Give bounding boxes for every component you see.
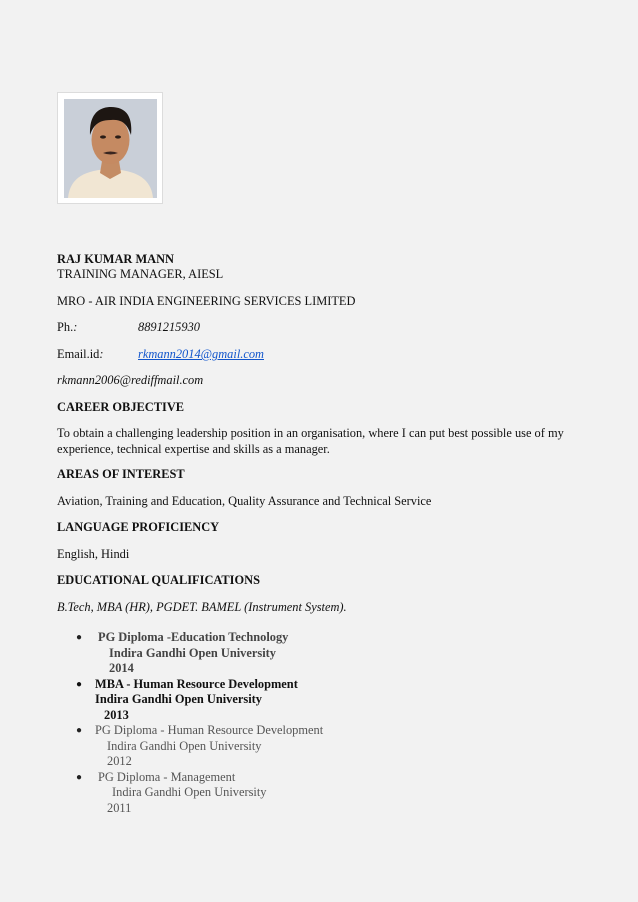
year: 2014 — [109, 661, 134, 675]
bullet-icon: ● — [76, 771, 83, 783]
university: Indira Gandhi Open University — [95, 692, 262, 706]
bullet-icon: ● — [76, 725, 83, 736]
email-label-colon: : — [99, 347, 104, 361]
career-objective-text-line-1: To obtain a challenging leadership position in an organisation, where I can put best possible use of my — [57, 426, 564, 440]
language-proficiency-heading: LANGUAGE PROFICIENCY — [57, 520, 220, 534]
phone-row — [57, 320, 77, 335]
areas-of-interest-text: Aviation, Training and Education, Quality Assurance and Technical Service — [57, 494, 432, 508]
portrait-image — [64, 99, 157, 198]
bullet-icon: ● — [76, 632, 83, 643]
education-list — [57, 630, 323, 816]
bullet-icon: ● — [76, 678, 83, 690]
university: Indira Gandhi Open University — [112, 785, 267, 799]
email-row — [57, 347, 103, 362]
degree-title: PG Diploma -Education Technology — [98, 630, 289, 644]
degree-title: PG Diploma - Management — [98, 769, 236, 784]
phone-label: Ph. — [57, 320, 74, 334]
list-item — [57, 677, 323, 724]
email-link[interactable]: rkmann2014@gmail.com — [138, 347, 264, 361]
email-label: Email.id — [57, 347, 100, 361]
degree-title: PG Diploma - Human Resource Development — [95, 723, 324, 737]
list-item — [57, 630, 323, 677]
areas-of-interest-heading: AREAS OF INTEREST — [57, 467, 185, 481]
career-objective-text-line-2: experience, technical expertise and skills as a manager. — [57, 442, 330, 456]
year: 2013 — [104, 707, 129, 722]
secondary-email: rkmann2006@rediffmail.com — [57, 373, 204, 387]
organisation: MRO - AIR INDIA ENGINEERING SERVICES LIMITED — [57, 294, 356, 308]
university: Indira Gandhi Open University — [109, 645, 276, 660]
year: 2011 — [107, 800, 132, 815]
language-proficiency-text: English, Hindi — [57, 547, 130, 561]
designation: TRAINING MANAGER, AIESL — [57, 267, 224, 281]
year: 2012 — [107, 754, 132, 768]
university: Indira Gandhi Open University — [107, 738, 262, 753]
person-name: RAJ KUMAR MANN — [57, 252, 175, 266]
education-heading: EDUCATIONAL QUALIFICATIONS — [57, 573, 260, 587]
phone-label-colon: : — [73, 320, 78, 334]
degree-title: MBA - Human Resource Development — [95, 676, 298, 691]
list-item — [57, 723, 323, 770]
education-summary: B.Tech, MBA (HR), PGDET. BAMEL (Instrument System). — [57, 600, 347, 614]
phone-value: 8891215930 — [138, 320, 200, 334]
profile-photo — [57, 92, 163, 204]
career-objective-heading: CAREER OBJECTIVE — [57, 400, 185, 414]
list-item — [57, 770, 323, 817]
